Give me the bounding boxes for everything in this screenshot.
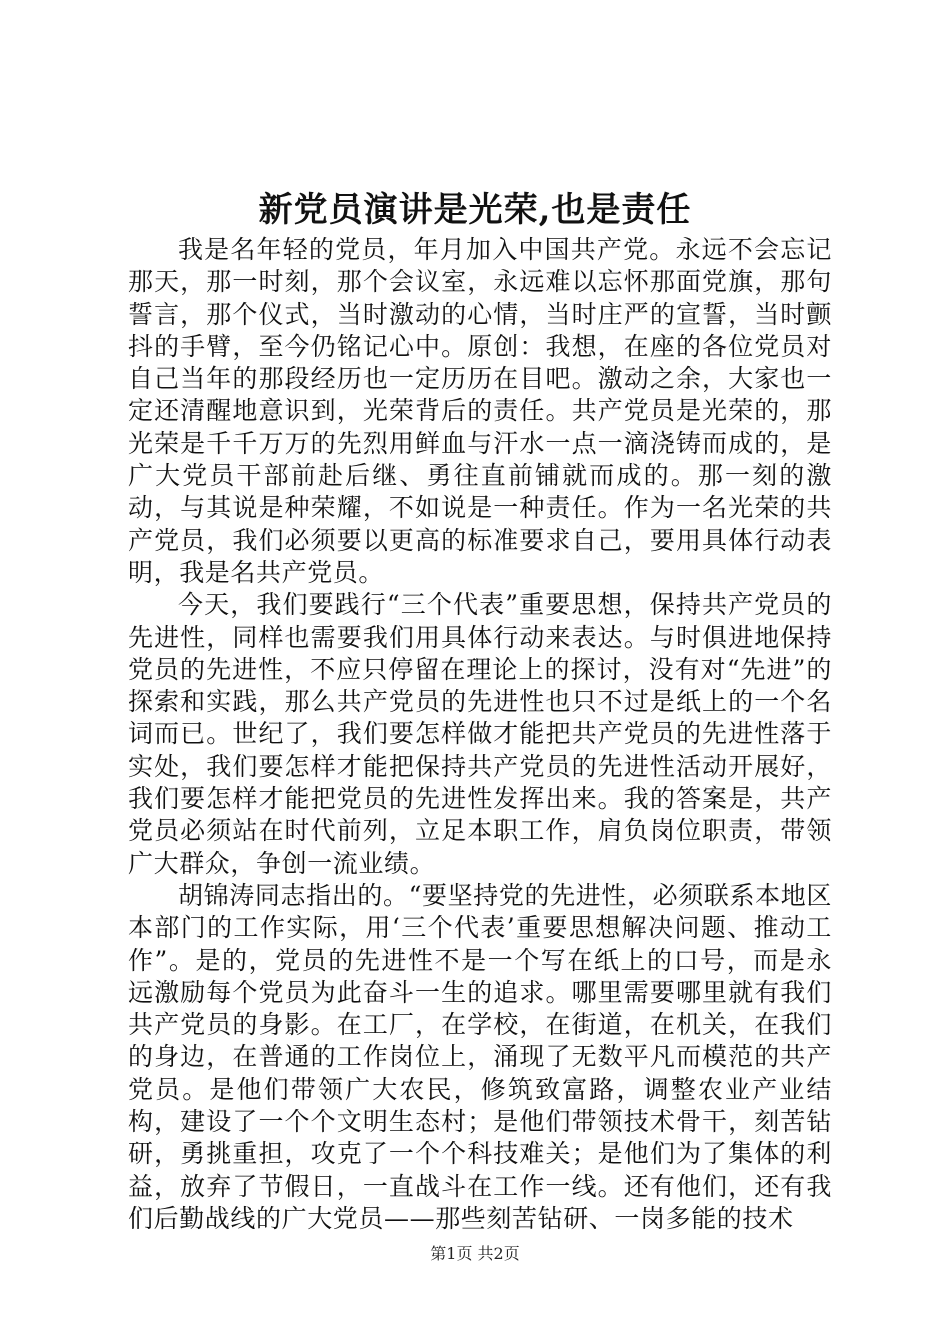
paragraph-2: 今天，我们要践行“三个代表”重要思想，保持共产党员的先进性，同样也需要我们用具体行动来表达。与时俱进地保持党员的先进性，不应只停留在理论上的探讨，没有对“先进”的探索和实践，那么共产党员的先进性也只不过是纸上的一个名词而已。世纪了，我们要怎样做才能把共产党员的先进性落于实处，我们要怎样才能把保持共产党员的先进性活动开展好，我们要怎样才能把党员的先进性发挥出来。我的答案是，共产党员必须站在时代前列，立足本职工作，肩负岗位职责，带领广大群众，争创一流业绩。 [128,590,832,878]
paragraph-1: 我是名年轻的党员，年月加入中国共产党。永远不会忘记那天，那一时刻，那个会议室，永远难以忘怀那面党旗，那句誓言，那个仪式，当时激动的心情，当时庄严的宣誓，当时颤抖的手臂，至今仍铭记心中。原创：我想，在座的各位党员对自己当年的那段经历也一定历历在目吧。激动之余，大家也一定还清醒地意识到，光荣背后的责任。共产党员是光荣的，那光荣是千千万万的先烈用鲜血与汗水一点一滴浇铸而成的，是广大党员干部前赴后继、勇往直前铺就而成的。那一刻的激动，与其说是种荣耀，不如说是一种责任。作为一名光荣的共产党员，我们必须要以更高的标准要求自己，要用具体行动表明，我是名共产党员。 [128,235,832,587]
page-number-footer: 第1页 共2页 [430,1244,520,1263]
paragraph-3: 胡锦涛同志指出的。“要坚持党的先进性，必须联系本地区本部门的工作实际，用‘三个代表’重要思想解决问题、推动工作”。是的，党员的先进性不是一个写在纸上的口号，而是永远激励每个党员为此奋斗一生的追求。哪里需要哪里就有我们共产党员的身影。在工厂，在学校，在街道，在机关，在我们的身边，在普通的工作岗位上，涌现了无数平凡而模范的共产党员。是他们带领广大农民，修筑致富路，调整农业产业结构，建设了一个个文明生态村；是他们带领技术骨干，刻苦钻研，勇挑重担，攻克了一个个科技难关；是他们为了集体的利益，放弃了节假日，一直战斗在工作一线。还有他们，还有我们后勤战线的广大党员——那些刻苦钻研、一岗多能的技术 [128,880,832,1233]
document-title: 新党员演讲是光荣,也是责任 [258,190,692,230]
document-body [128,234,832,1235]
